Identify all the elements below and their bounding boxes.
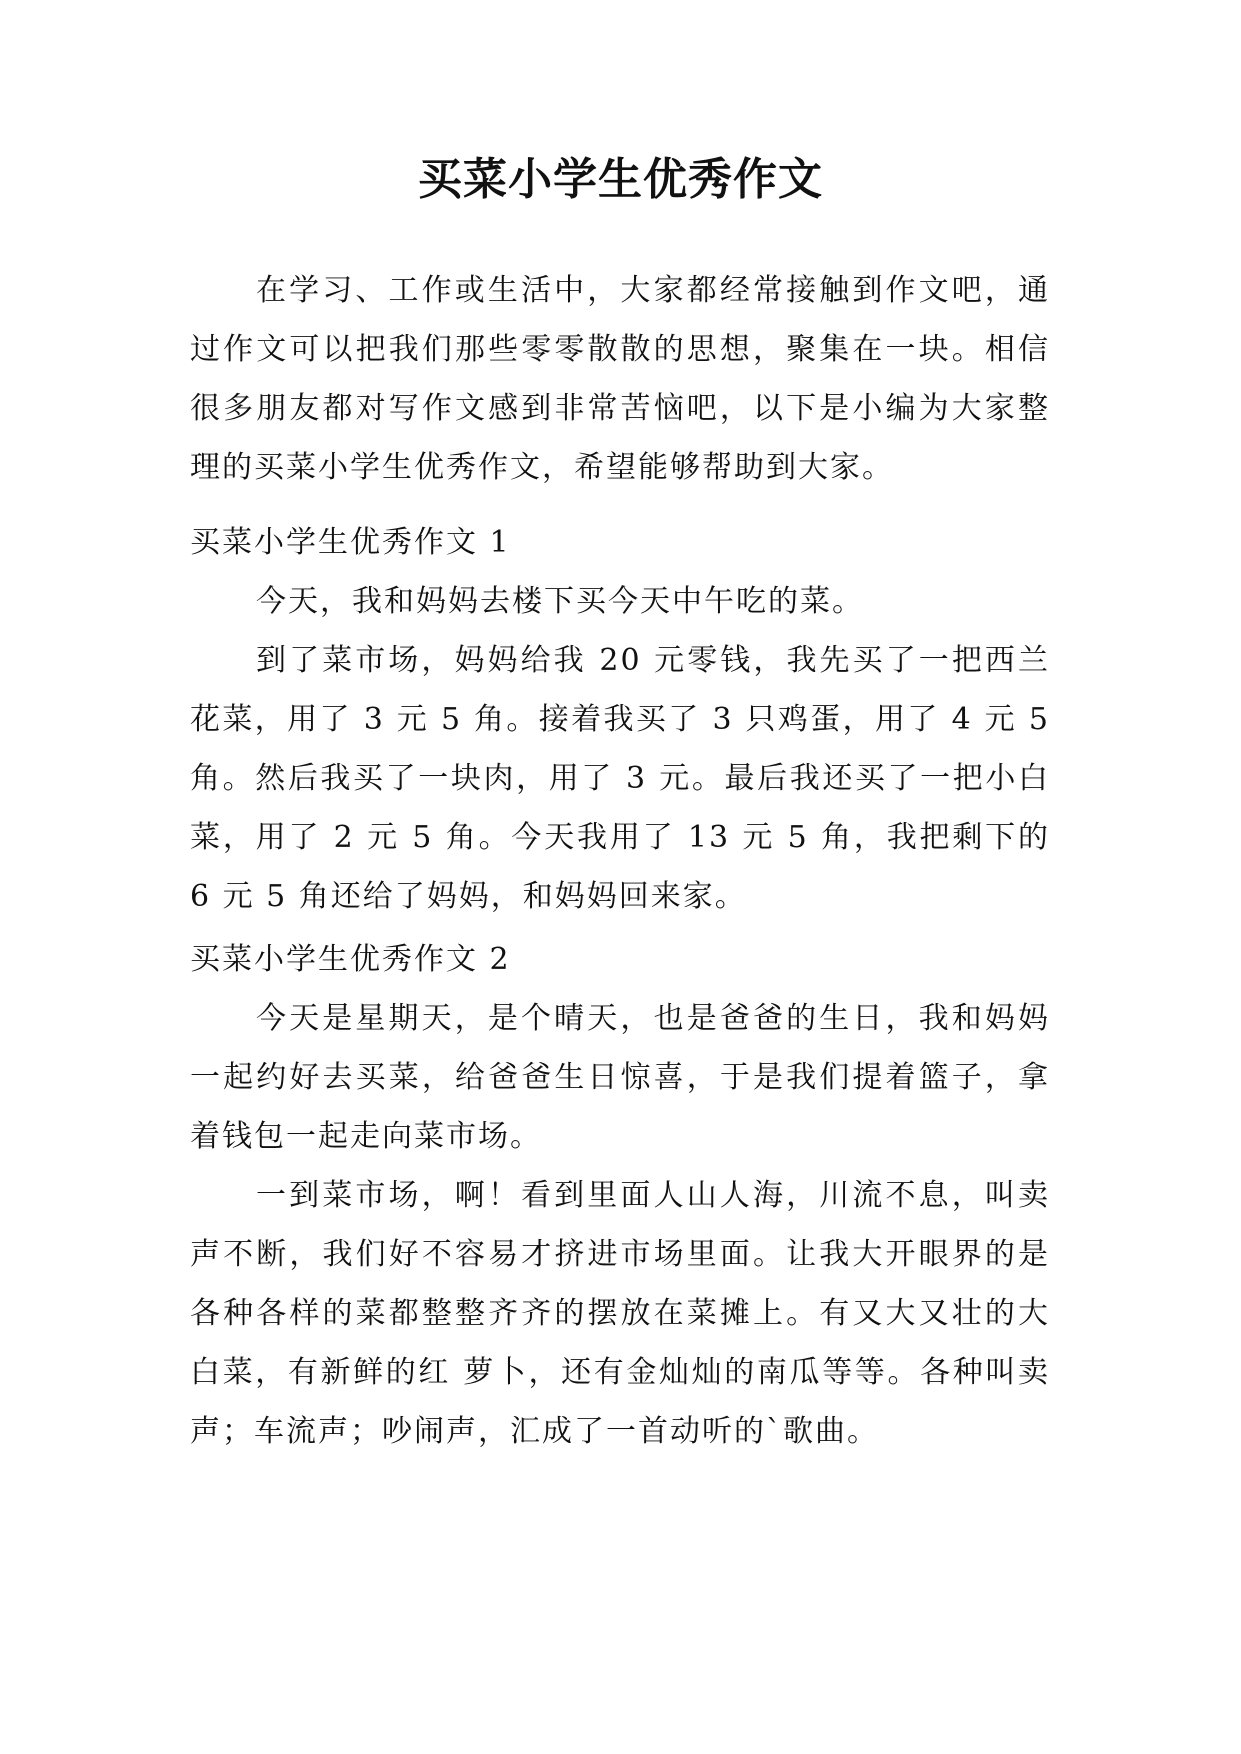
section-2-paragraph-2: 一到菜市场，啊！看到里面人山人海，川流不息，叫卖声不断，我们好不容易才挤进市场里面。让我大开眼界的是各种各样的菜都整整齐齐的摆放在菜摊上。有又大又壮的大白菜，有新鲜的红 萝卜，还有金灿灿的南瓜等等。各种叫卖声；车流声；吵闹声，汇成了一首动听的`歌曲。 [190, 1178, 1050, 1449]
section-1-paragraph-2: 到了菜市场，妈妈给我 20 元零钱，我先买了一把西兰花菜，用了 3 元 5 角。接着我买了 3 只鸡蛋，用了 4 元 5 角。然后我买了一块肉，用了 3 元。最后我还买了一把小白菜，用了 2 元 5 角。今天我用了 13 元 5 角，我把剩下的 6 元 5 角还给了妈妈，和妈妈回来家。 [190, 643, 1050, 914]
section-1-heading: 买菜小学生优秀作文 1 [190, 525, 511, 560]
section-2 [190, 930, 1050, 1461]
document-title: 买菜小学生优秀作文 [418, 154, 823, 205]
intro-paragraph: 在学习、工作或生活中，大家都经常接触到作文吧，通过作文可以把我们那些零零散散的思想，聚集在一块。相信很多朋友都对写作文感到非常苦恼吧，以下是小编为大家整理的买菜小学生优秀作文，希望能够帮助到大家。 [190, 273, 1050, 485]
section-1-paragraph-1: 今天，我和妈妈去楼下买今天中午吃的菜。 [256, 584, 864, 619]
intro-block [190, 261, 1050, 497]
section-2-paragraph-1: 今天是星期天，是个晴天，也是爸爸的生日，我和妈妈一起约好去买菜，给爸爸生日惊喜，于是我们提着篮子，拿着钱包一起走向菜市场。 [190, 1001, 1050, 1154]
section-1 [190, 513, 1050, 926]
section-2-heading: 买菜小学生优秀作文 2 [190, 942, 511, 977]
